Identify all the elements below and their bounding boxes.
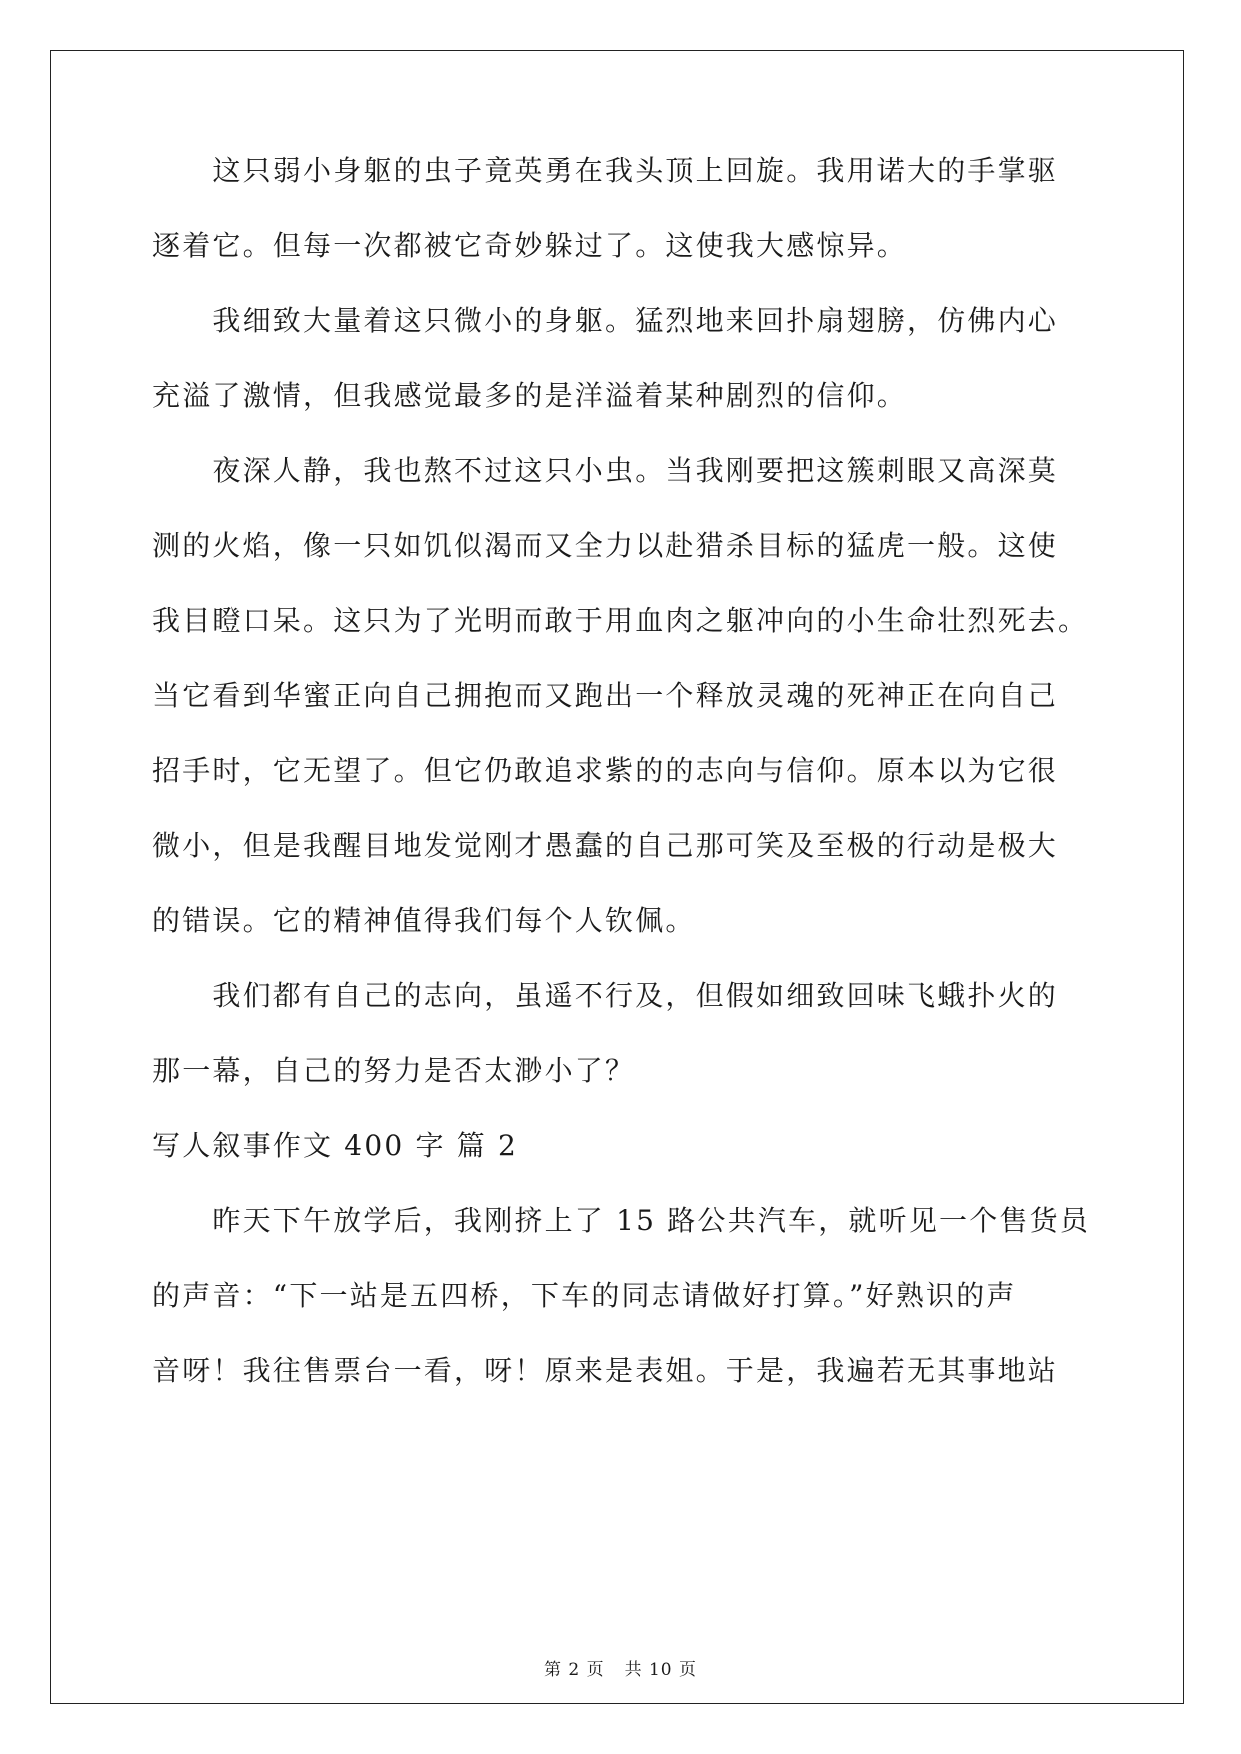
section-heading: 写人叙事作文 400 字 篇 2 [152,1129,519,1162]
page-border [50,50,1184,1704]
text-line: 当它看到华蜜正向自己拥抱而又跑出一个释放灵魂的死神正在向自己 [152,679,1059,712]
text-line: 招手时，它无望了。但它仍敢追求紫的的志向与信仰。原本以为它很 [152,754,1059,787]
page-footer [0,1655,1241,1680]
text-line: 的错误。它的精神值得我们每个人钦佩。 [152,904,696,937]
text-line: 我目瞪口呆。这只为了光明而敢于用血肉之躯冲向的小生命壮烈死去。 [152,604,1089,637]
text-line: 逐着它。但每一次都被它奇妙躲过了。这使我大感惊异。 [152,229,908,262]
page-total: 共 10 页 [624,1660,698,1680]
text-line: 昨天下午放学后，我刚挤上了 15 路公共汽车，就听见一个售货员 [152,1204,1091,1237]
text-line: 音呀！我往售票台一看，呀！原来是表姐。于是，我遍若无其事地站 [152,1354,1059,1387]
text-line: 我细致大量着这只微小的身躯。猛烈地来回扑扇翅膀，仿佛内心 [152,304,1059,337]
text-line: 微小，但是我醒目地发觉刚才愚蠢的自己那可笑及至极的行动是极大 [152,829,1059,862]
page-number: 第 2 页 [543,1660,605,1680]
text-line: 充溢了激情，但我感觉最多的是洋溢着某种剧烈的信仰。 [152,379,908,412]
text-line: 我们都有自己的志向，虽遥不行及，但假如细致回味飞蛾扑火的 [152,979,1059,1012]
text-line: 夜深人静，我也熬不过这只小虫。当我刚要把这簇刺眼又高深莫 [152,454,1059,487]
text-line: 这只弱小身躯的虫子竟英勇在我头顶上回旋。我用诺大的手掌驱 [152,154,1059,187]
text-line: 测的火焰，像一只如饥似渴而又全力以赴猎杀目标的猛虎一般。这使 [152,529,1059,562]
text-line: 那一幕，自己的努力是否太渺小了？ [152,1054,636,1087]
text-line: 的声音：“下一站是五四桥，下车的同志请做好打算。”好熟识的声 [152,1279,1017,1312]
